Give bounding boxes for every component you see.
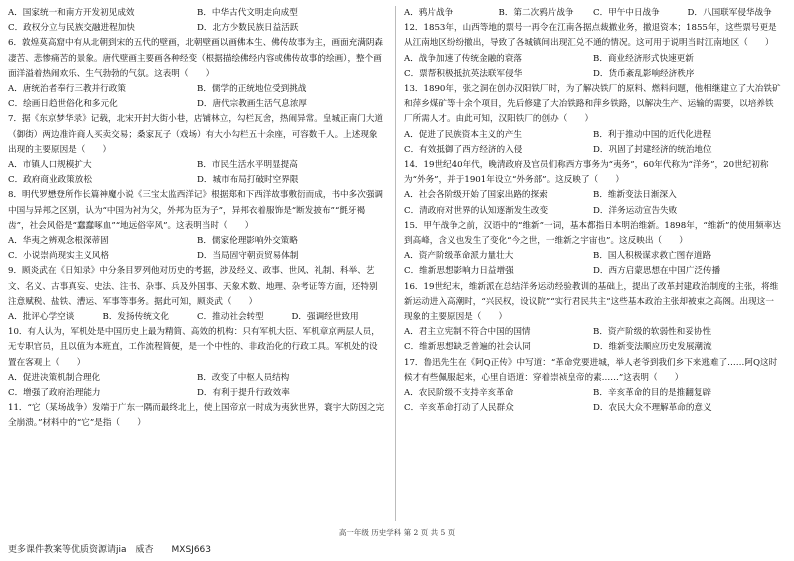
question-12 xyxy=(404,21,782,82)
option: D．农民大众不理解革命的意义 xyxy=(593,403,712,414)
option: A．战争加速了传统金融的衰落 xyxy=(404,53,522,64)
promo-text: 更多课件教案等优质资源请jia 威杏 MXSJ663 xyxy=(8,545,211,555)
option: D．当局固守朝贡贸易体制 xyxy=(197,251,299,262)
option: A．君主立宪制不符合中国的国情 xyxy=(404,327,531,338)
left-column xyxy=(8,6,386,432)
option: C．票帮积极抵抗英法联军侵华 xyxy=(404,68,523,79)
question-stem: 10．有人认为，军机处是中国历史上最为精简、高效的机构：只有军机大臣、军机章京两层人员，无专职官员，且以值为本班直，工作流程简便，是一个中性的、非政治化的行政工具。军机处的设置在客观上（ ） xyxy=(8,327,380,368)
option: A．市镇人口规模扩大 xyxy=(8,160,92,171)
option: C．增强了政府治理能力 xyxy=(8,388,101,399)
option: C．维新思想缺乏普遍的社会认同 xyxy=(404,342,531,353)
question-13 xyxy=(404,82,782,158)
question-stem: 6．敦煌莫高窟中有从北朝到宋的五代的壁画，北朝壁画以画佛本生、佛传故事为主，画面充满阴森凄苦、悲惨痛苦的景象。唐代壁画主要画各种经变（根据描绘佛经内容或佛传故事的绘画），整个画面洋溢着热闹欢乐、生气勃勃的气氛。这表明（ ） xyxy=(8,38,384,79)
option: D．强调经世致用 xyxy=(291,312,359,323)
question-17 xyxy=(404,356,782,417)
question-8 xyxy=(8,188,386,264)
option: C．推动社会转型 xyxy=(197,312,264,323)
option: D．西方启蒙思想在中国广泛传播 xyxy=(593,266,721,277)
option: A．社会各阶级开始了国家出路的探索 xyxy=(404,190,548,201)
question-stem: 9．顾炎武在《日知录》中分条目罗列他对历史的考据，涉及经义、政事、世风、礼制、科举、艺文、名义、古事真妄、史法、注书、杂事、兵及外国事、天象术数、地理、杂考证等方面，还特别注意赋税、盐铁、漕运、军事等事务。据此可知，顾炎武（ ） xyxy=(8,266,378,307)
option: C．政府商业政策放松 xyxy=(8,175,92,186)
right-column xyxy=(404,6,782,416)
question-stem: 17．鲁迅先生在《阿Q正传》中写道：“革命党要进城，举人老爷到我们乡下来逃难了……阿Q这时候才有些佩服起来，心里自语道：穿着崇祯皇帝的素……”这表明（ ） xyxy=(404,357,778,383)
question-stem: 13．1890年，张之洞在创办汉阳铁厂时，为了解决铁厂的原料、燃料问题，他相继建立了大冶铁矿和萍乡煤矿等十余个项目，先后修建了大冶铁路和萍乡铁路，以解决生产、运输的需要，以培养铁厂所需人才。由此可知，汉阳铁厂的创办（ ） xyxy=(404,84,781,125)
page-footer: 高一年级 历史学科 第 2 页 共 5 页 xyxy=(338,528,456,537)
option: A．唐统治者奉行三教并行政策 xyxy=(8,84,126,95)
option: B．维新变法日渐深入 xyxy=(593,190,677,201)
option: D．唐代宗教画生活气息浓厚 xyxy=(197,99,308,110)
option: B．改变了中枢人员结构 xyxy=(197,372,290,383)
option: C．维新思想影响力日益增强 xyxy=(404,266,514,277)
question-7 xyxy=(8,112,386,188)
option: A．农民阶级不支持辛亥革命 xyxy=(404,388,514,399)
question-stem: 11．“它（某场战争）发端于广东一隅而最终北上，使上国帝京一时成为夷狄世界，寰宇大防因之完全崩溃。”材料中的“它”是指（ ） xyxy=(8,403,385,429)
option: D．维新变法顺应历史发展潮流 xyxy=(593,342,712,353)
question-15 xyxy=(404,219,782,280)
option: B．发扬传统文化 xyxy=(102,312,169,323)
question-11 xyxy=(8,401,386,431)
question-stem: 16．19世纪末，维新派在总结洋务运动经验教训的基础上，提出了改革封建政治制度的主张，将维新运动进入高潮时，“兴民权，设议院”“实行君民共主”这些基本政治主张却被束之高阁。出现这一现象的主要原因是（ ） xyxy=(404,281,779,323)
option: C．清政府对世界的认知逐渐发生改变 xyxy=(404,205,549,216)
option: A．国家统一和南方开发初见成效 xyxy=(8,8,135,18)
option: B．第二次鸦片战争 xyxy=(498,8,574,18)
option: B．资产阶级的软弱性和妥协性 xyxy=(593,327,712,338)
question-9 xyxy=(8,264,386,325)
option: B．儒家伦理影响外交策略 xyxy=(197,236,298,247)
column-divider xyxy=(395,6,396,521)
option: C．甲午中日战争 xyxy=(593,8,660,18)
option: A．促进决策机制合理化 xyxy=(8,372,101,383)
q5-options xyxy=(8,6,386,36)
option: A．促进了民族资本主义的产生 xyxy=(404,129,522,140)
option: D．北方少数民族日益活跃 xyxy=(197,23,299,34)
option: B．商业经济形式快速更新 xyxy=(593,53,694,64)
option: B．利于推动中国的近代化进程 xyxy=(593,129,712,140)
option: C．绘画日趋世俗化和多元化 xyxy=(8,99,118,110)
question-stem: 15．甲午战争之前，汉语中的“维新”一词，基本都指日本明治维新。1898年，“维新”的使用频率达到高峰，含义也发生了变化“今之世，一维新之宇宙也”。这反映出（ ） xyxy=(404,220,781,247)
question-10 xyxy=(8,325,386,401)
option: B．中华古代文明走向成型 xyxy=(197,8,298,18)
option: B．国人积极谋求救亡图存道路 xyxy=(593,251,712,262)
option: B．儒学的正统地位受到挑战 xyxy=(197,84,307,95)
question-14 xyxy=(404,158,782,219)
option: D．洋务运动宣告失败 xyxy=(593,205,678,216)
option: A．资产阶级革命派力量壮大 xyxy=(404,251,514,262)
option: A．批评心学空谈 xyxy=(8,312,75,323)
option: B．辛亥革命的目的是推翻复辟 xyxy=(593,388,712,399)
q11-options xyxy=(404,6,782,21)
option: B．市民生活水平明显提高 xyxy=(197,160,298,171)
option: D．城市布局打破时空界限 xyxy=(197,175,299,186)
option: C．辛亥革命打动了人民群众 xyxy=(404,403,514,414)
question-16 xyxy=(404,280,782,356)
question-6 xyxy=(8,36,386,112)
question-stem: 7．据《东京梦华录》记载，北宋开封大街小巷，店铺林立，勾栏瓦舍，热闹异常。皇城正南门大道（御街）两边准许商人买卖交易；桑家瓦子（戏场）有大小勾栏五十余座，可容数千人。上述现象出现的主要原因是（ ） xyxy=(8,114,384,155)
option: C．政权分立与民族交融进程加快 xyxy=(8,23,135,34)
option: C．有效抵御了西方经济的入侵 xyxy=(404,144,523,155)
option: A．华夷之辨观念根深蒂固 xyxy=(8,236,109,247)
option: A．鸦片战争 xyxy=(404,8,454,18)
question-stem: 14．19世纪40年代，晚清政府及官员们称西方事务为“夷务”，60年代称为“洋务”，20世纪初称为“外务”，并于1901年设立“外务部”。这反映了（ ） xyxy=(404,160,769,186)
option: C．小说崇尚现实主义风格 xyxy=(8,251,110,262)
option: D．货币紊乱影响经济秩序 xyxy=(593,68,695,79)
option: D．巩固了封建经济的统治地位 xyxy=(593,144,712,155)
option: D．有利于提升行政效率 xyxy=(197,388,290,399)
question-stem: 12．1853年，山西等地的票号一再令在江南各据点裁撤业务，撤退资本；1855年，这些票号更是从江南地区纷纷撤出，导致了各城镇间出现汇兑不通的情况。这可用于说明当时江南地区（ ） xyxy=(404,23,777,49)
option: D．八国联军侵华战争 xyxy=(687,8,772,18)
question-stem: 8．明代罗懋登所作长篇神魔小说《三宝太监西洋记》根据郑和下西洋故事敷衍而成，书中多次强调中国与异邦之区别，认为“中国为衬为父，外邦为臣为子”，异邦衣着服饰是“断发披布”“氈牙褐齿”，社会风俗是“蠢蠢啄血”“地远俗宰风”。这表明当时（ ） xyxy=(8,190,384,231)
